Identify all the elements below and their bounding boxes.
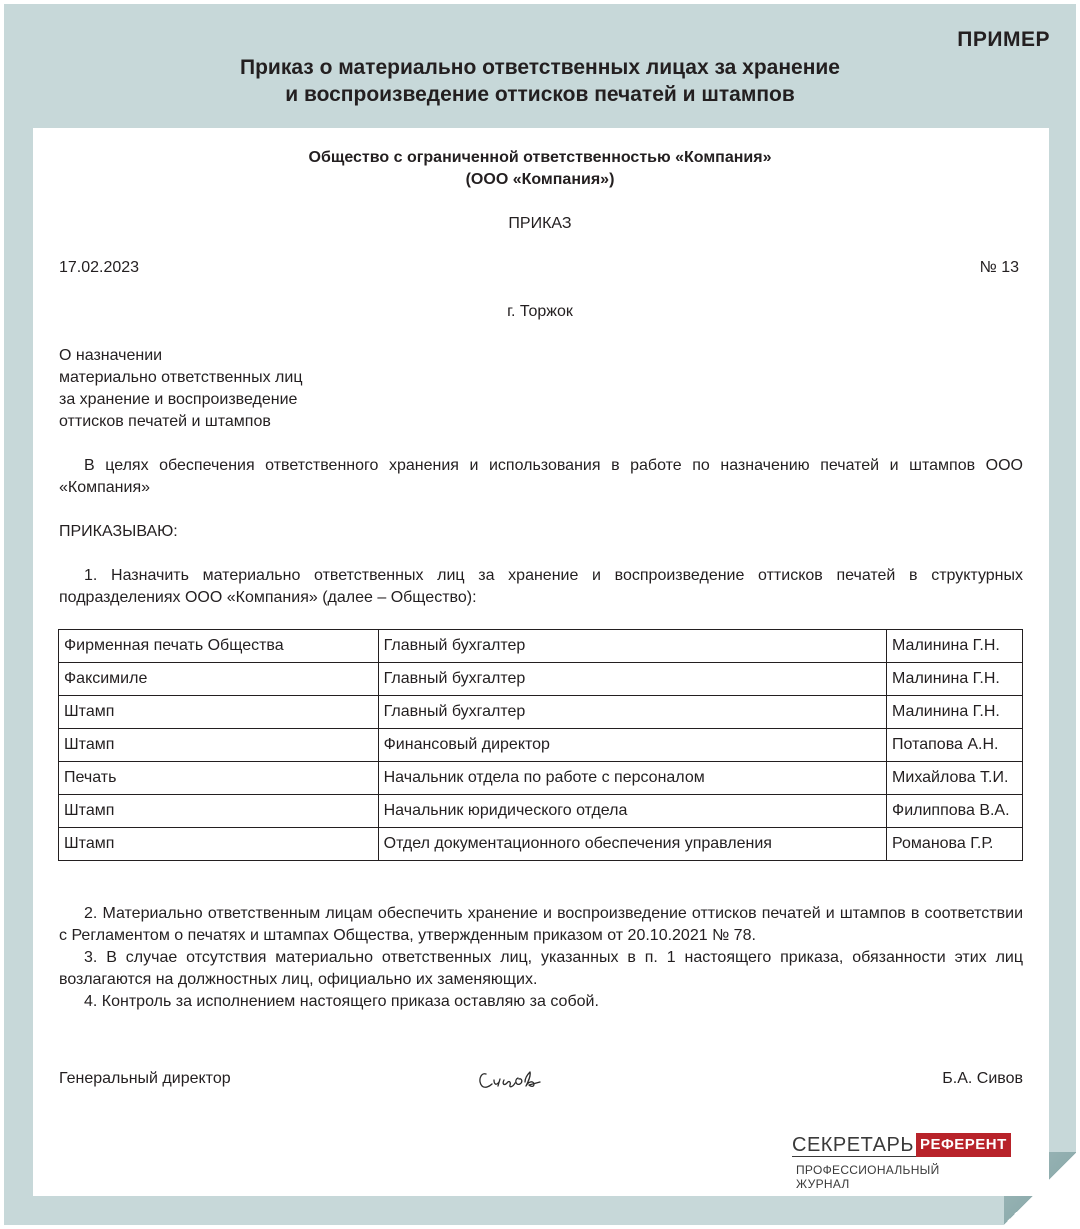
table-cell-person: Филиппова В.А. — [887, 795, 1023, 828]
logo-part-1: СЕКРЕТАРЬ — [792, 1134, 914, 1156]
table-cell-person: Малинина Г.Н. — [887, 663, 1023, 696]
table-row — [59, 696, 1023, 729]
table-cell-person: Потапова А.Н. — [887, 729, 1023, 762]
preamble-paragraph: В целях обеспечения ответственного хранения и использования в работе по назначению печатей и штампов ООО «Компания» — [59, 457, 1023, 496]
org-name: Общество с ограниченной ответственностью «Компания» — [308, 149, 772, 166]
header-title-line: Приказ о материально ответственных лицах за хранение — [240, 56, 840, 79]
table-cell-position: Начальник юридического отдела — [378, 795, 886, 828]
sample-label: ПРИМЕР — [957, 28, 1050, 51]
table-row — [59, 729, 1023, 762]
table-cell-position: Отдел документационного обеспечения управления — [378, 828, 886, 861]
document-city: г. Торжок — [507, 303, 573, 320]
table-row — [59, 762, 1023, 795]
responsibility-table — [58, 629, 1023, 861]
logo-part-2: РЕФЕРЕНТ — [916, 1133, 1011, 1157]
order-word: ПРИКАЗЫВАЮ: — [59, 523, 178, 540]
header-title-line: и воспроизведение оттисков печатей и штампов — [285, 83, 795, 106]
document-date: 17.02.2023 — [59, 259, 140, 276]
table-cell-item: Фирменная печать Общества — [59, 630, 379, 663]
table-cell-position: Главный бухгалтер — [378, 663, 886, 696]
table-cell-person: Малинина Г.Н. — [887, 696, 1023, 729]
table-row — [59, 795, 1023, 828]
org-short-name: (ООО «Компания») — [465, 171, 615, 188]
table-cell-position: Начальник отдела по работе с персоналом — [378, 762, 886, 795]
table-cell-item: Штамп — [59, 828, 379, 861]
subject-line: О назначении — [59, 347, 163, 364]
item-1-paragraph: 1. Назначить материально ответственных лиц за хранение и воспроизведение оттисков печатей в структурных подразделениях ООО «Компания» (далее – Общество): — [59, 567, 1023, 606]
table-cell-item: Штамп — [59, 795, 379, 828]
table-cell-item: Факсимиле — [59, 663, 379, 696]
logo-subtitle: ПРОФЕССИОНАЛЬНЫЙ ЖУРНАЛ — [796, 1163, 940, 1191]
table-cell-item: Печать — [59, 762, 379, 795]
item-3-paragraph: 3. В случае отсутствия материально ответственных лиц, указанных в п. 1 настоящего приказа, обязанности этих лиц возлагаются на должностных лиц, официально их заменяющих. — [59, 949, 1023, 988]
table-cell-person: Михайлова Т.И. — [887, 762, 1023, 795]
signer-name: Б.А. Сивов — [942, 1070, 1023, 1087]
document-subject — [59, 345, 379, 433]
publisher-logo — [792, 1133, 1007, 1191]
handwritten-signature — [476, 1062, 546, 1096]
table-cell-position: Финансовый директор — [378, 729, 886, 762]
subject-line: материально ответственных лиц — [59, 369, 303, 386]
header-title — [0, 54, 1080, 108]
item-4-paragraph: 4. Контроль за исполнением настоящего приказа оставляю за собой. — [84, 993, 599, 1010]
table-row — [59, 630, 1023, 663]
logo-wordmark — [792, 1133, 1007, 1157]
table-cell-position: Главный бухгалтер — [378, 630, 886, 663]
table-row — [59, 828, 1023, 861]
document-number: № 13 — [979, 259, 1019, 276]
table-cell-person: Романова Г.Р. — [887, 828, 1023, 861]
subject-line: за хранение и воспроизведение — [59, 391, 298, 408]
signer-role: Генеральный директор — [59, 1070, 231, 1087]
subject-line: оттисков печатей и штампов — [59, 413, 271, 430]
table-cell-item: Штамп — [59, 729, 379, 762]
table-cell-item: Штамп — [59, 696, 379, 729]
table-cell-position: Главный бухгалтер — [378, 696, 886, 729]
table-row — [59, 663, 1023, 696]
table-cell-person: Малинина Г.Н. — [887, 630, 1023, 663]
item-2-paragraph: 2. Материально ответственным лицам обеспечить хранение и воспроизведение оттисков печатей и штампов в соответствии с Регламентом о печатях и штампах Общества, утвержденным приказом от 20.10.2021 № 78. — [59, 905, 1023, 944]
document-type: ПРИКАЗ — [508, 215, 572, 232]
